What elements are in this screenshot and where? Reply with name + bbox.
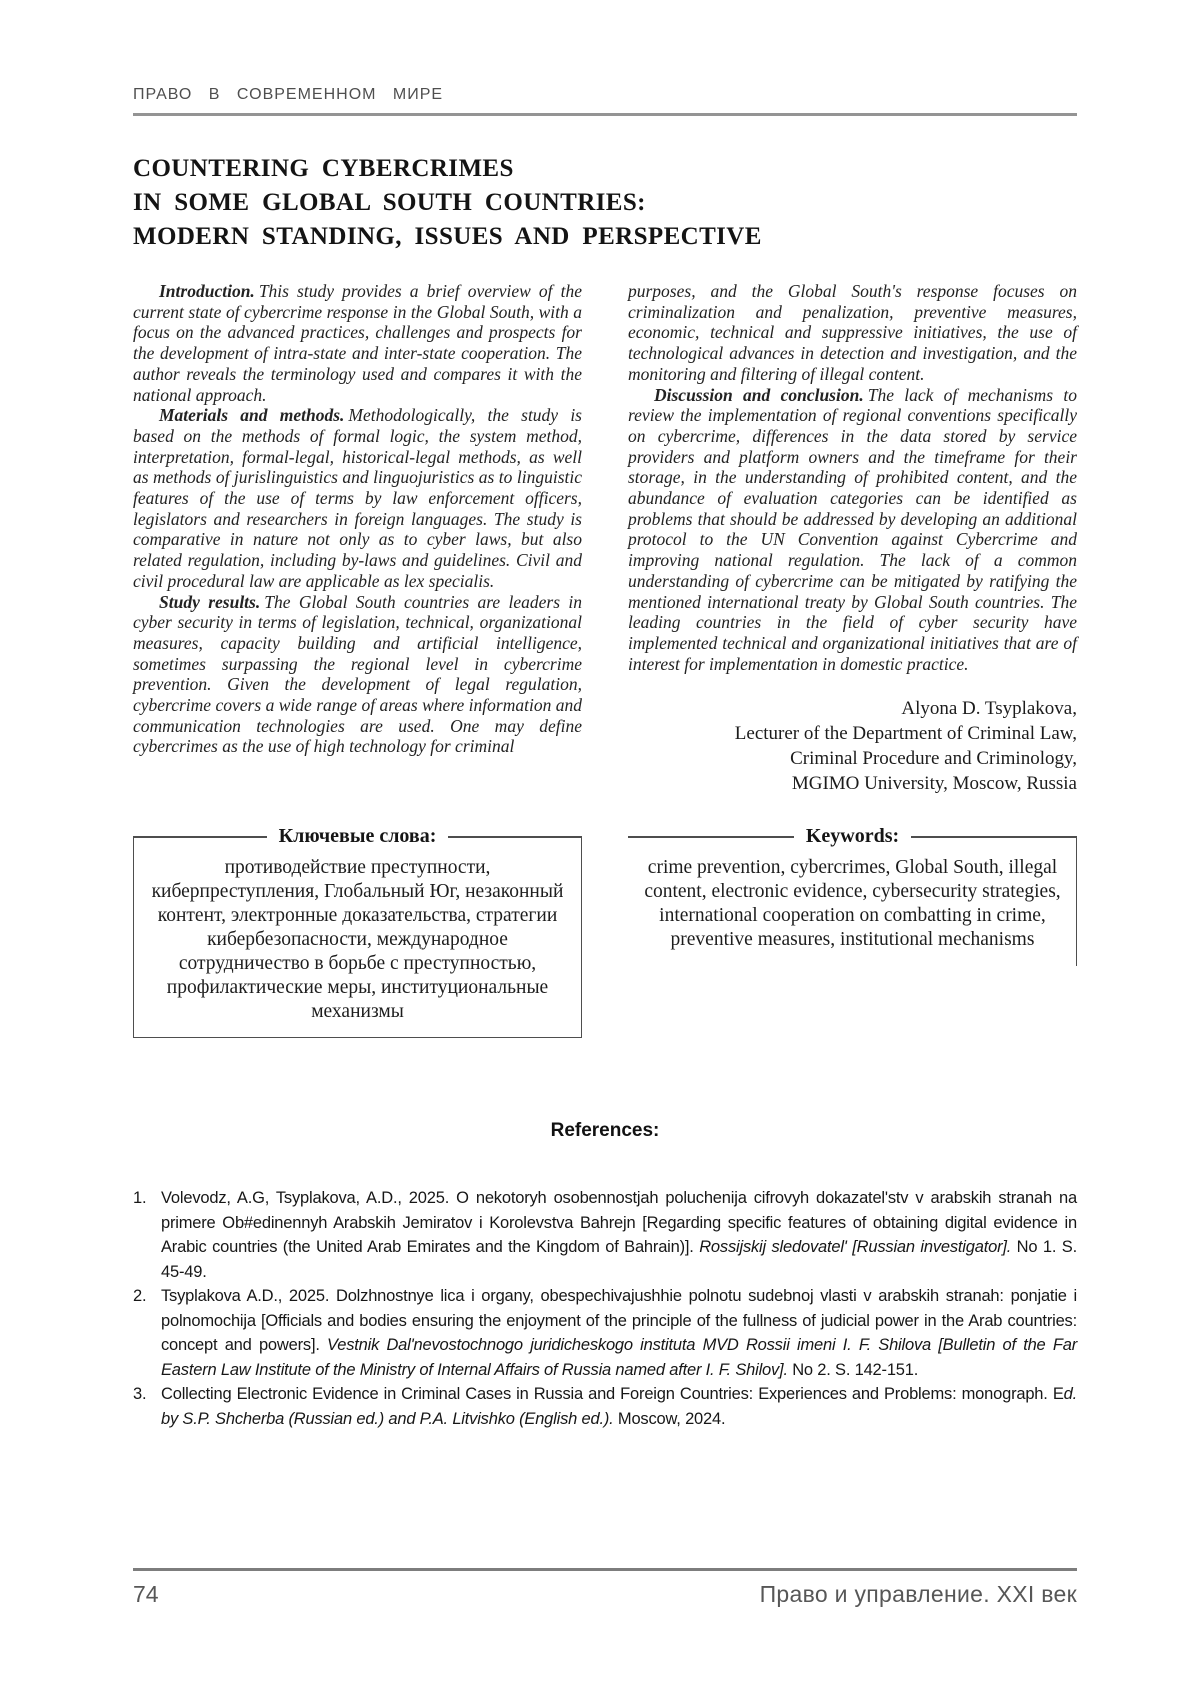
footer-page-number: 74 xyxy=(133,1581,159,1607)
abstract-paragraph-continuation xyxy=(628,281,1077,385)
keywords-ru-header xyxy=(133,825,582,848)
abstract-right-column xyxy=(628,281,1077,796)
reference-item xyxy=(133,1284,1077,1382)
page-footer xyxy=(133,1568,1077,1608)
paragraph-text: Methodologically, the study is based on the methods of formal logic, the system method, interpretation, formal-legal, historical-legal methods, as well as methods of jurislinguistics and linguojuristics as to linguistic features of the use of terms by law enforcement officers, legislators and researchers in foreign languages. The study is comparative in nature not only as to cyber laws, but also related regulation, including by-laws and guidelines. Civil and civil procedural law are applicable as lex specialis. xyxy=(133,405,582,591)
reference-number: 3. xyxy=(133,1385,147,1404)
reference-text xyxy=(161,1284,1077,1382)
reference-source: Vestnik Dal'nevostochnogo juridicheskogo instituta MVD Rossii imeni I. F. Shilova [Bulletin of the Far Eastern Law Institute of the Ministry of Internal Affairs of Russia named after I. F. Shilov]. xyxy=(161,1336,1077,1379)
keywords-en-title: Keywords: xyxy=(805,825,900,848)
reference-pages: No 1. S. 45-49. xyxy=(161,1238,1077,1281)
references-heading: References: xyxy=(550,1120,660,1142)
page-content xyxy=(133,0,1077,1431)
paragraph-lead: Introduction. xyxy=(159,281,255,301)
reference-citation: Collecting Electronic Evidence in Criminal Cases in Russia and Foreign Countries: Experiences and Problems: monograph. E xyxy=(161,1385,1064,1404)
author-name: Alyona D. Tsyplakova, xyxy=(901,698,1077,720)
author-block xyxy=(628,696,1077,796)
header-rule xyxy=(133,113,1077,116)
author-affiliation-line: MGIMO University, Moscow, Russia xyxy=(791,773,1077,795)
abstract-left-column xyxy=(133,281,582,796)
reference-number: 2. xyxy=(133,1287,147,1306)
abstract-columns xyxy=(133,281,1077,796)
abstract-paragraph-introduction xyxy=(133,281,582,405)
reference-citation: Tsyplakova A.D., 2025. Dolzhnostnye lica i organy, obespechivajushhie polnotu sudebnoj vlasti v arabskih stranah: ponjatie i polnomochija [Officials and bodies ensuring the enjoyment of the principle of the fullness of judicial power in the Arab countries: concept and powers]. xyxy=(161,1287,1077,1355)
keywords-section xyxy=(133,825,1077,1038)
keywords-ru-box xyxy=(133,825,582,1038)
article-title-line: COUNTERING CYBERCRIMES xyxy=(133,155,514,182)
keywords-en-header xyxy=(628,825,1077,848)
reference-pages: Moscow, 2024. xyxy=(613,1409,726,1428)
references-list xyxy=(133,1186,1077,1431)
keywords-en-box xyxy=(628,825,1077,966)
paragraph-lead: Study results. xyxy=(159,591,261,612)
reference-text xyxy=(161,1382,1077,1431)
paragraph-text: purposes, and the Global South's response focuses on criminalization and penalization, preventive measures, economic, technical and suppressive initiatives, the use of technological advances in detection and investigation, and the monitoring and filtering of illegal content. xyxy=(628,281,1077,384)
reference-item xyxy=(133,1382,1077,1431)
keywords-en-text: crime prevention, cybercrimes, Global South, illegal content, electronic evidence, cybersecurity strategies, international cooperation on combatting in crime, preventive measures, institutional mechanisms xyxy=(644,857,1061,951)
keywords-ru-text: противодействие преступности, киберпреступления, Глобальный Юг, незаконный контент, электронные доказательства, стратегии кибербезопасности, международное сотрудничество в борьбе с преступностью, профилактические меры, институциональные механизмы xyxy=(151,857,564,1023)
keywords-rule-left xyxy=(628,836,794,838)
paragraph-text: The Global South countries are leaders in cyber security in terms of legislation, technical, organizational measures, capacity building and artificial intelligence, sometimes surpassing the regional level in cybercrime prevention. Given the development of legal regulation, cybercrime covers a wide range of areas where information and communication technologies are used. One may define cybercrimes as the use of high technology for criminal xyxy=(133,591,582,757)
footer-journal-title: Право и управление. XXI век xyxy=(759,1581,1077,1607)
paragraph-text: This study provides a brief overview of the current state of cybercrime response in the Global South, with a focus on the advanced practices, challenges and prospects for the development of intra-state and inter-state cooperation. The author reveals the terminology used and compares it with the national approach. xyxy=(133,281,582,405)
paragraph-text: The lack of mechanisms to review the implementation of regional conventions specifically on cybercrime, differences in the data stored by service providers and platform owners and the timeframe for their storage, in the understanding of prohibited content, and the abundance of evaluation categories can be identified as problems that should be addressed by developing an additional protocol to the UN Convention against Cybercrime and improving national regulation. The lack of a common understanding of cybercrime can be mitigated by ratifying the mentioned international treaty by Global South countries. The leading countries in the field of cyber security have implemented technical and organizational initiatives that are of interest for implementation in domestic practice. xyxy=(628,384,1077,674)
author-affiliation-line: Lecturer of the Department of Criminal Law, xyxy=(734,723,1077,745)
keywords-ru-title: Ключевые слова: xyxy=(278,825,437,848)
reference-text xyxy=(161,1186,1077,1284)
keywords-rule-right xyxy=(911,836,1077,838)
article-title xyxy=(133,152,1077,254)
reference-item xyxy=(133,1186,1077,1284)
running-head: ПРАВО В СОВРЕМЕННОМ МИРЕ xyxy=(133,86,444,103)
reference-number: 1. xyxy=(133,1189,147,1208)
keywords-rule-right xyxy=(448,836,582,838)
paragraph-lead: Materials and methods. xyxy=(159,405,345,426)
reference-source: d. by S.P. Shcherba (Russian ed.) and P.A. Litvishko (English ed.). xyxy=(161,1385,1077,1428)
reference-pages: No 2. S. 142-151. xyxy=(787,1360,919,1379)
paragraph-lead: Discussion and conclusion. xyxy=(654,384,864,405)
keywords-rule-left xyxy=(133,836,267,838)
abstract-paragraph-materials xyxy=(133,405,582,591)
article-title-line: MODERN STANDING, ISSUES AND PERSPECTIVE xyxy=(133,223,762,250)
reference-source: Rossijskij sledovatel' [Russian investigator]. xyxy=(699,1238,1012,1257)
article-title-line: IN SOME GLOBAL SOUTH COUNTRIES: xyxy=(133,189,646,216)
reference-citation: Volevodz, A.G, Tsyplakova, A.D., 2025. O nekotoryh osobennostjah poluchenija cifrovyh dokazatel'stv v arabskih stranah na primere Ob#edinennyh Arabskih Jemiratov i Korolevstva Bahrejn [Regarding specific features of obtaining digital evidence in Arabic countries (the United Arab Emirates and the Kingdom of Bahrain)]. xyxy=(161,1189,1077,1257)
abstract-paragraph-discussion xyxy=(628,385,1077,675)
abstract-paragraph-study-results xyxy=(133,592,582,758)
author-affiliation-line: Criminal Procedure and Criminology, xyxy=(790,748,1077,770)
